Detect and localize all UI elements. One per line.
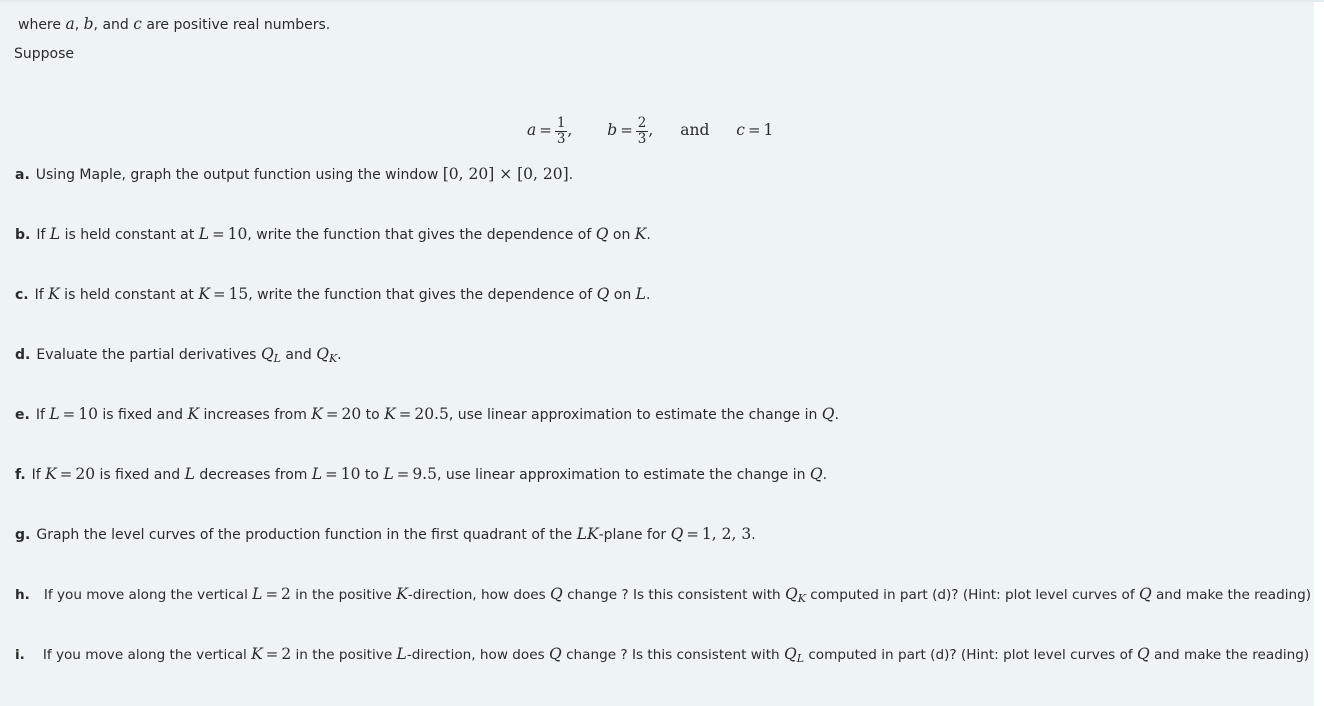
fraction-a: $\frac{1}{3}$ bbox=[556, 114, 566, 147]
part-g: g. Graph the level curves of the production function in the first quadrant of the LK-plane for Q = 1, 2, 3. bbox=[15, 525, 756, 543]
part-h: h. If you move along the vertical L = 2 in the positive K-direction, how does Q change ? Is this consistent with $Q_K$ computed in part (d)? (Hint: plot level curves of Q and make the reading) bbox=[15, 585, 1312, 605]
part-e: e. If L = 10 is fixed and K increases from K = 20 to K = 20.5, use linear approximation to estimate the change in Q. bbox=[15, 405, 839, 423]
part-a: a. Using Maple, graph the output function using the window [0, 20] × [0, 20]. bbox=[15, 165, 574, 183]
part-f: f. If K = 20 is fixed and L decreases from L = 10 to L = 9.5, use linear approximation to estimate the change in Q. bbox=[15, 465, 828, 483]
right-margin bbox=[1314, 2, 1324, 706]
part-i: i. If you move along the vertical K = 2 in the positive L-direction, how does Q change ? Is this consistent with $Q_L$ computed in part (d)? (Hint: plot level curves of Q and make the reading) bbox=[15, 645, 1310, 665]
part-b: b. If L is held constant at L = 10, write the function that gives the dependence of Q on K. bbox=[15, 225, 651, 243]
fraction-b: $\frac{2}{3}$ bbox=[637, 114, 647, 147]
suppose-text: Suppose bbox=[14, 46, 75, 62]
intro-line: where a, b, and c are positive real numbers. bbox=[18, 15, 331, 33]
part-c: c. If K is held constant at K = 15, write the function that gives the dependence of Q on L. bbox=[15, 285, 651, 303]
given-values-equation: a = $\frac{1}{3}$ , b = $\frac{2}{3}$ , and c = 1 bbox=[527, 114, 774, 147]
part-d: d. Evaluate the partial derivatives $Q_L$ and $Q_K$. bbox=[15, 345, 342, 365]
